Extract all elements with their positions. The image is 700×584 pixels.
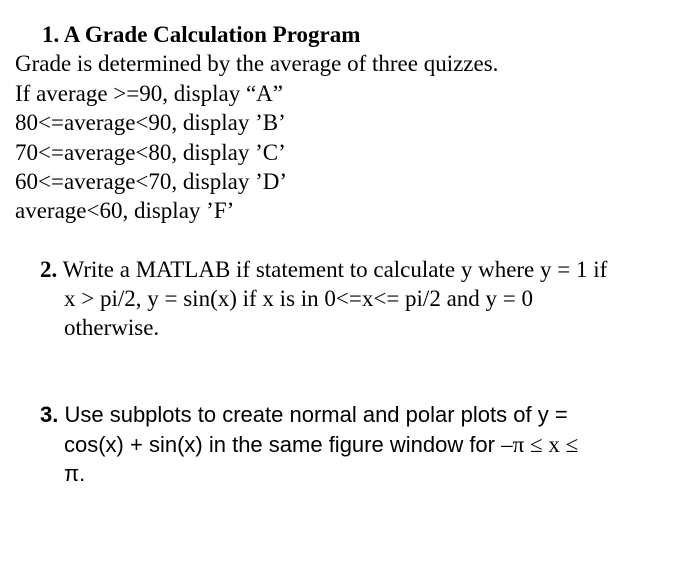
section-1-title: 1. A Grade Calculation Program bbox=[42, 22, 361, 47]
grade-rule-b: 80<=average<90, display ’B’ bbox=[15, 110, 286, 135]
question-2-line-1 bbox=[40, 258, 607, 281]
question-3-line-1 bbox=[40, 404, 568, 426]
question-2-line-2: x > pi/2, y = sin(x) if x is in 0<=x<= pi/2 and y = 0 bbox=[64, 286, 534, 311]
question-3-line-3: π. bbox=[64, 461, 86, 486]
question-3-math-range: –π ≤ x ≤ bbox=[501, 432, 579, 457]
grade-rule-a: If average >=90, display “A” bbox=[15, 81, 283, 106]
question-3-number: 3. bbox=[40, 402, 59, 427]
question-3-text-1: Use subplots to create normal and polar plots of y = bbox=[58, 402, 568, 427]
grade-rule-intro: Grade is determined by the average of three quizzes. bbox=[15, 51, 499, 76]
grade-rule-c: 70<=average<80, display ’C’ bbox=[15, 140, 286, 165]
question-3-line-2 bbox=[64, 433, 578, 456]
question-2-line-3: otherwise. bbox=[64, 315, 160, 340]
question-2-number: 2. bbox=[40, 257, 58, 282]
grade-rule-d: 60<=average<70, display ’D’ bbox=[15, 169, 288, 194]
question-2-text-1: Write a MATLAB if statement to calculate y where y = 1 if bbox=[57, 257, 608, 282]
grade-rule-f: average<60, display ’F’ bbox=[15, 198, 235, 223]
question-3-text-2: cos(x) + sin(x) in the same figure window for bbox=[64, 432, 502, 457]
